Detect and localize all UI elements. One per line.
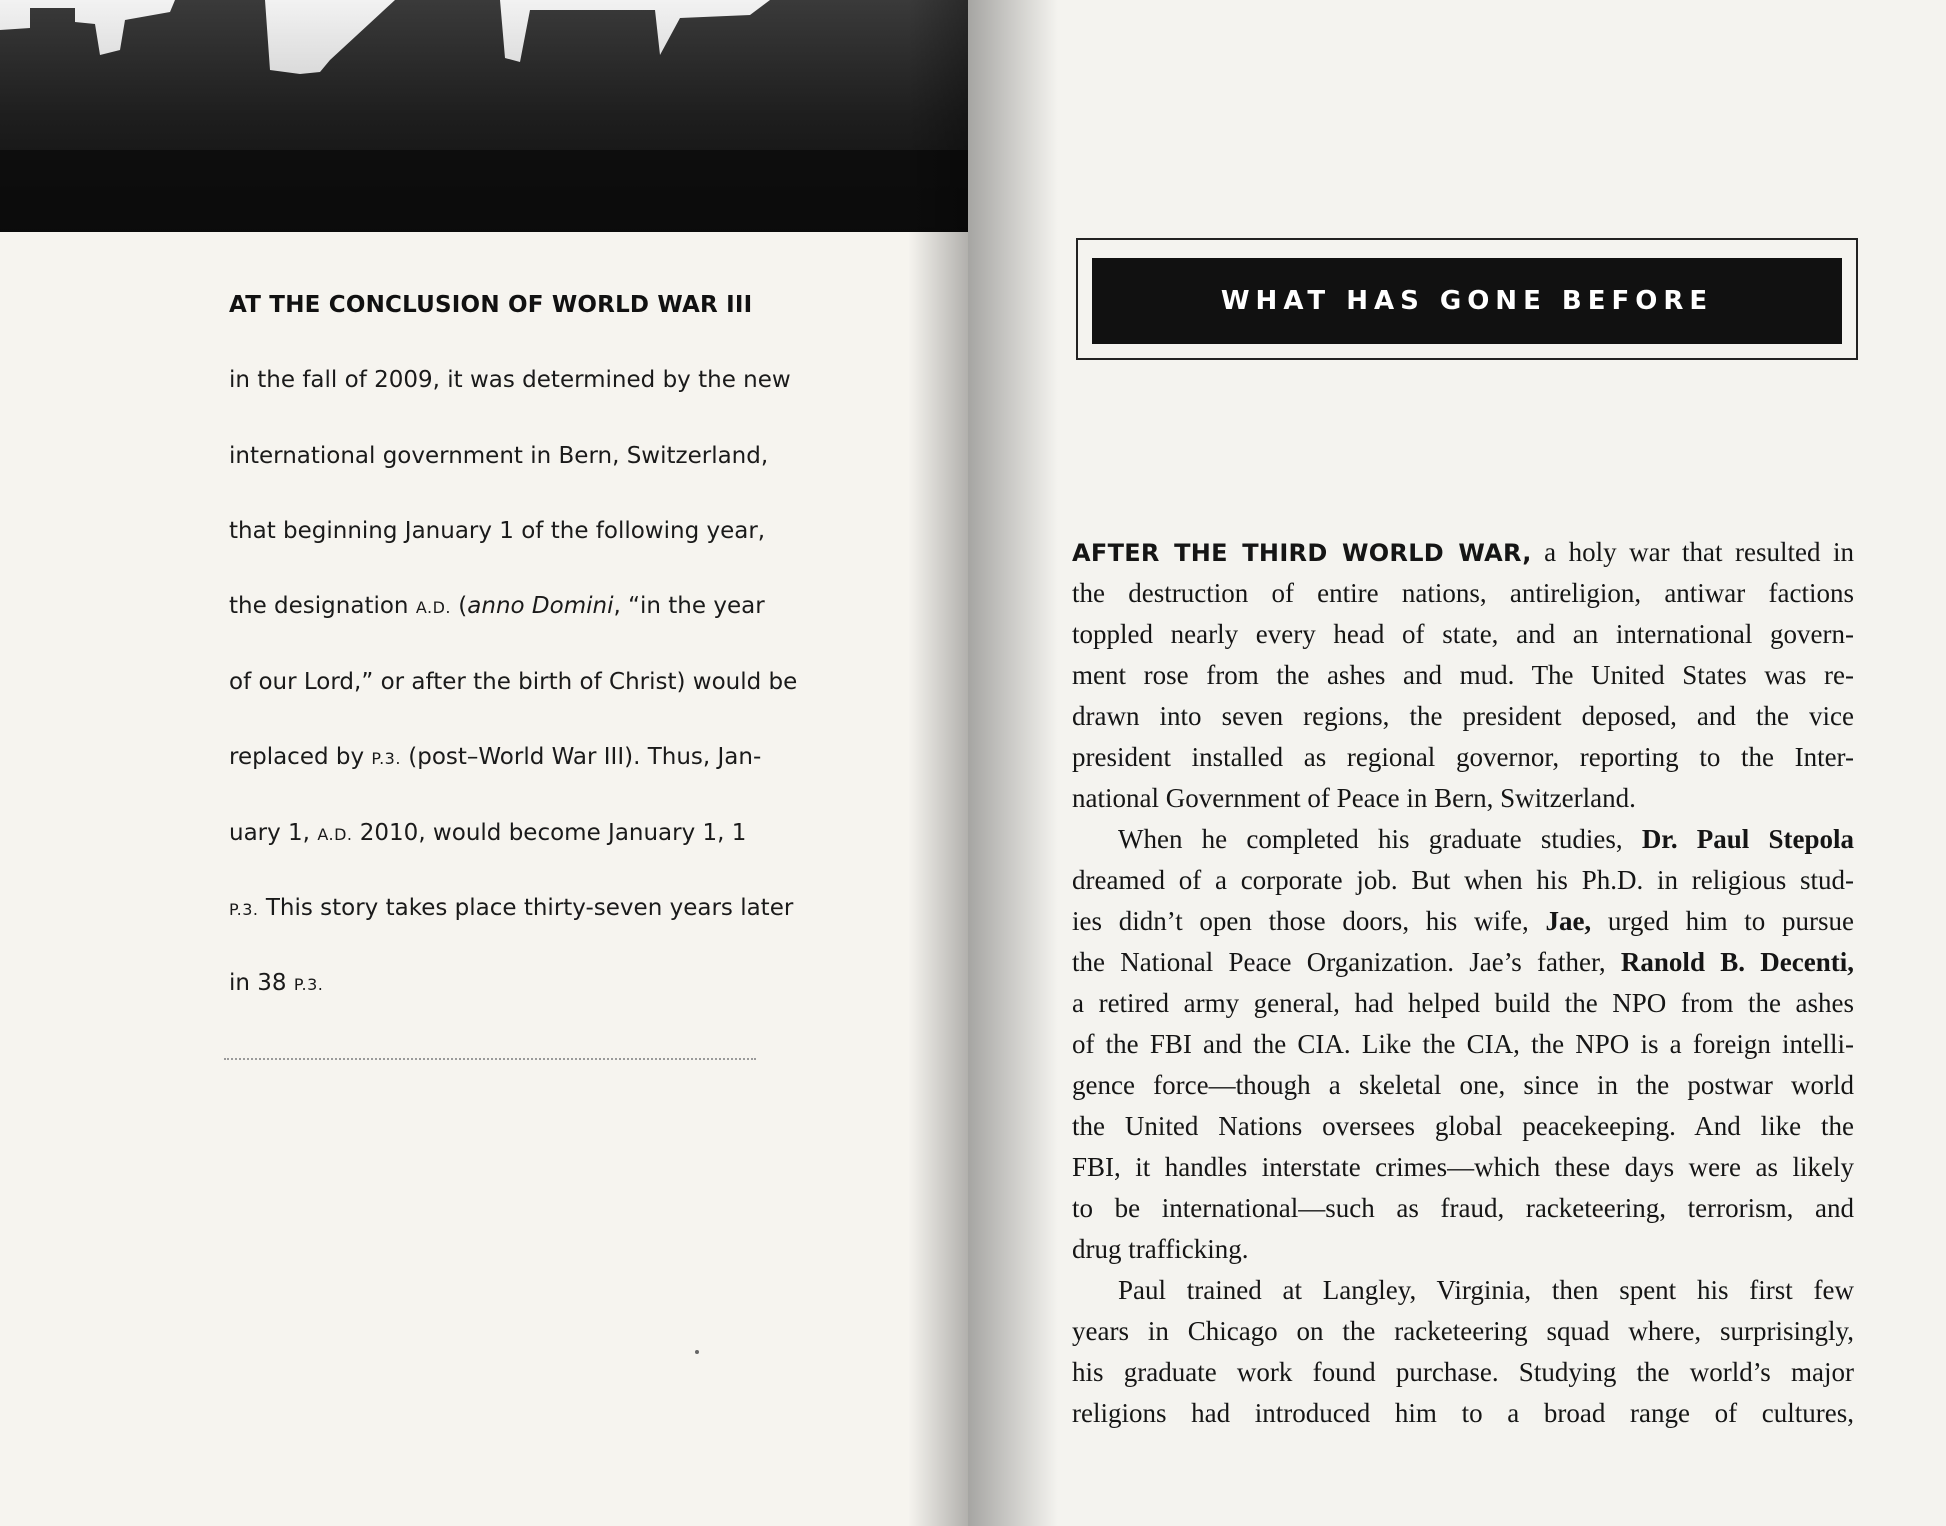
body-line: of the FBI and the CIA. Like the CIA, the NPO is a foreign intelli-: [1072, 1029, 1854, 1059]
small-caps-p3: P.3.: [371, 749, 401, 768]
text-span: When he completed his graduate studies,: [1118, 824, 1642, 854]
body-line: [1072, 942, 1854, 983]
body-line: FBI, it handles interstate crimes—which these days were as likely: [1072, 1152, 1854, 1182]
section-banner: [1092, 258, 1842, 344]
body-line: his graduate work found purchase. Studying the world’s major: [1072, 1357, 1854, 1387]
body-line: the United Nations oversees global peacekeeping. And like the: [1072, 1111, 1854, 1141]
body-line: gence force—though a skeletal one, since in the postwar world: [1072, 1070, 1854, 1100]
left-text-line: [229, 895, 793, 921]
dotted-divider: [224, 1058, 756, 1060]
text-span: This story takes place thirty-seven years later: [258, 895, 794, 921]
body-line: drawn into seven regions, the president deposed, and the vice: [1072, 701, 1854, 731]
text-span: (: [450, 593, 468, 619]
body-line: [1072, 819, 1854, 860]
text-span: 2010, would become January 1, 1: [352, 820, 747, 846]
text-span: a holy war that resulted in: [1531, 537, 1854, 567]
lead-in-caps: AFTER THE THIRD WORLD WAR,: [1072, 539, 1532, 567]
body-line: president installed as regional governor, reporting to the Inter-: [1072, 742, 1854, 772]
right-page: [968, 0, 1946, 1526]
body-line: to be international—such as fraud, racketeering, terrorism, and: [1072, 1193, 1854, 1223]
text-span: the designation: [229, 593, 416, 619]
banner-title: WHAT HAS GONE BEFORE: [1220, 286, 1714, 316]
left-text-line: [229, 820, 746, 846]
small-caps-p3: P.3.: [229, 900, 259, 919]
text-span: in 38: [229, 970, 294, 996]
text-span: (post–World War III). Thus, Jan-: [400, 744, 762, 770]
body-line: a retired army general, had helped build the NPO from the ashes: [1072, 988, 1854, 1018]
body-line: national Government of Peace in Bern, Switzerland.: [1072, 783, 1636, 813]
text-span: uary 1,: [229, 820, 318, 846]
print-speck: [695, 1350, 699, 1354]
small-caps-p3: P.3.: [293, 975, 324, 994]
body-line: [1072, 901, 1854, 942]
left-text-line: international government in Bern, Switzerland,: [229, 443, 769, 469]
left-page: [0, 0, 968, 1526]
left-text-line: in the fall of 2009, it was determined by the new: [229, 367, 791, 393]
small-caps-ad: A.D.: [415, 598, 451, 617]
body-line: religions had introduced him to a broad range of cultures,: [1072, 1398, 1854, 1428]
gutter-shadow: [908, 0, 968, 1526]
city-skyline-photo: [0, 0, 968, 232]
left-text-line: of our Lord,” or after the birth of Christ) would be: [229, 669, 798, 695]
left-text-line: [229, 744, 761, 770]
left-heading: AT THE CONCLUSION OF WORLD WAR III: [229, 292, 753, 318]
latin-phrase: anno Domini: [467, 593, 614, 619]
right-body-text: [1072, 532, 1854, 1434]
body-line: ment rose from the ashes and mud. The United States was re-: [1072, 660, 1854, 690]
character-name: Dr. Paul Stepola: [1641, 824, 1854, 854]
small-caps-ad: A.D.: [317, 825, 353, 844]
character-name: Jae,: [1545, 906, 1592, 936]
body-line: toppled nearly every head of state, and an international govern-: [1072, 619, 1854, 649]
body-line: the destruction of entire nations, antireligion, antiwar factions: [1072, 578, 1854, 608]
text-span: urged him to pursue: [1591, 906, 1854, 936]
text-span: replaced by: [229, 744, 372, 770]
left-text-line: [229, 593, 765, 619]
left-text-line: that beginning January 1 of the following year,: [229, 518, 766, 544]
text-span: , “in the year: [613, 593, 765, 619]
body-line: drug trafficking.: [1072, 1234, 1249, 1264]
body-line: Paul trained at Langley, Virginia, then spent his first few: [1118, 1275, 1854, 1305]
character-name: Ranold B. Decenti,: [1620, 947, 1854, 977]
body-line: years in Chicago on the racketeering squad where, surprisingly,: [1072, 1316, 1854, 1346]
left-text-line: [229, 970, 323, 996]
text-span: the National Peace Organization. Jae’s father,: [1072, 947, 1621, 977]
gutter-shadow: [968, 0, 1058, 1526]
text-span: ies didn’t open those doors, his wife,: [1072, 906, 1546, 936]
body-line: dreamed of a corporate job. But when his Ph.D. in religious stud-: [1072, 865, 1854, 895]
body-line: [1072, 532, 1854, 573]
